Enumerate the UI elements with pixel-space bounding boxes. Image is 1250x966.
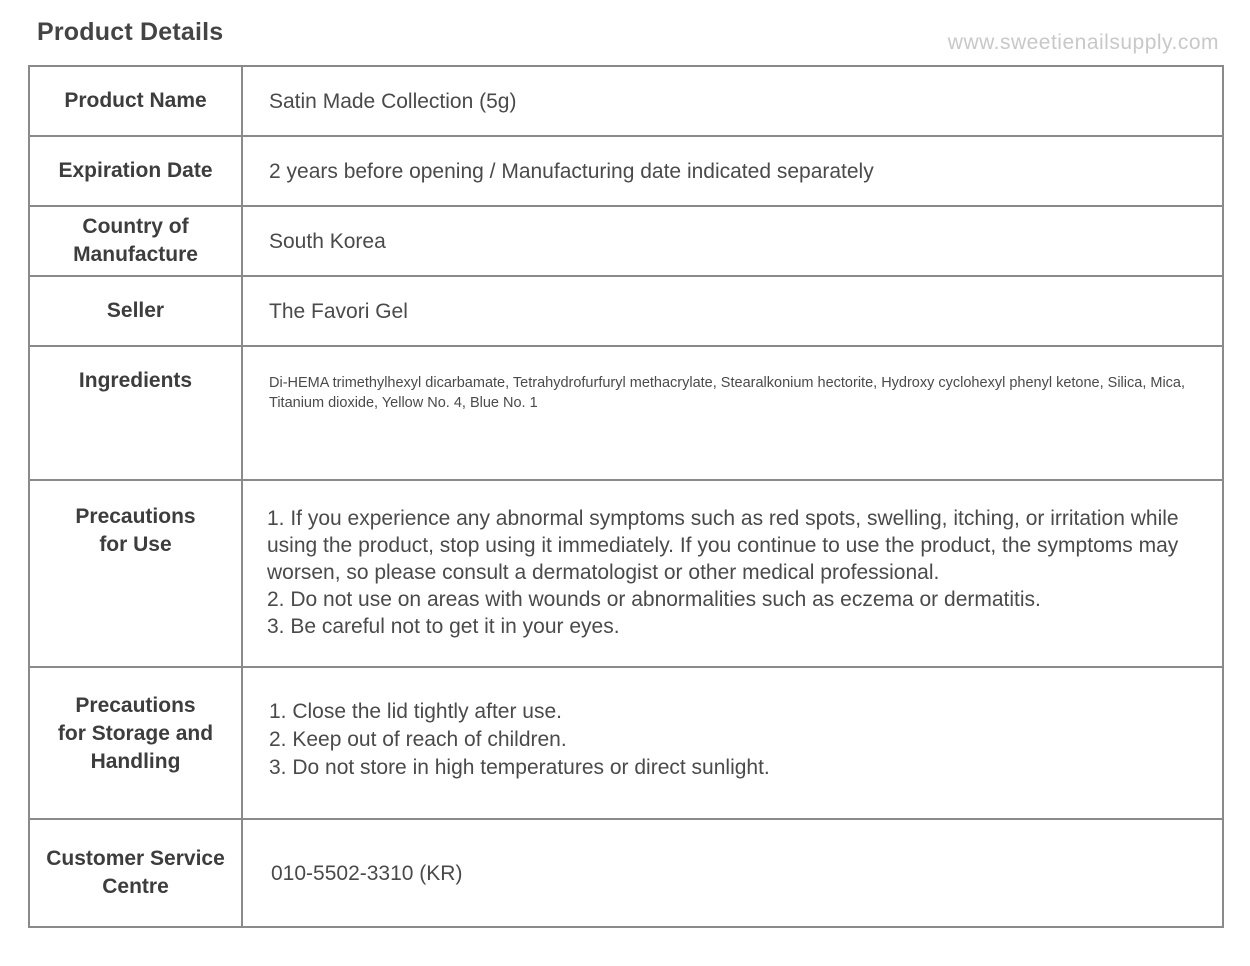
table-row-precautions-storage	[29, 667, 1223, 819]
table-row-expiration-date	[29, 136, 1223, 206]
row-label-text: Product Name	[64, 89, 207, 112]
row-label	[29, 136, 242, 206]
table-row-customer-service	[29, 819, 1223, 927]
row-label	[29, 819, 242, 927]
row-value	[242, 66, 1223, 136]
product-name-value: Satin Made Collection (5g)	[269, 89, 517, 113]
row-value	[242, 667, 1223, 819]
expiration-date-value: 2 years before opening / Manufacturing date indicated separately	[269, 159, 874, 183]
customer-service-value: 010-5502-3310 (KR)	[271, 861, 463, 885]
row-label	[29, 206, 242, 276]
row-value	[242, 276, 1223, 346]
website-url: www.sweetienailsupply.com	[947, 31, 1219, 54]
precautions-use-value: 1. If you experience any abnormal symptoms such as red spots, swelling, itching, or irritation while using the product, stop using it immediately. If you continue to use the product, the symptoms may worsen, so please consult a dermatologist or other medical professional. 2. Do not use on areas with wounds or abnormalities such as eczema or dermatitis. 3. Be careful not to get it in your eyes.	[267, 507, 1179, 638]
country-value: South Korea	[269, 229, 386, 253]
row-label-text: Seller	[106, 299, 165, 322]
row-label-text: Country of Manufacture	[73, 215, 198, 266]
ingredients-value: Di-HEMA trimethylhexyl dicarbamate, Tetrahydrofurfuryl methacrylate, Stearalkonium hectorite, Hydroxy cyclohexyl phenyl ketone, Silica, Mica, Titanium dioxide, Yellow No. 4, Blue No. 1	[269, 375, 1186, 411]
row-value	[242, 136, 1223, 206]
table-row-ingredients	[29, 346, 1223, 480]
precautions-storage-value: 1. Close the lid tightly after use. 2. Keep out of reach of children. 3. Do not store in high temperatures or direct sunlight.	[269, 700, 770, 779]
row-label	[29, 667, 242, 819]
row-label	[29, 346, 242, 480]
row-label-text: Expiration Date	[58, 159, 213, 182]
table-row-country	[29, 206, 1223, 276]
row-label	[29, 66, 242, 136]
table-row-seller	[29, 276, 1223, 346]
row-value	[242, 346, 1223, 480]
row-value	[242, 480, 1223, 667]
table-row-precautions-use	[29, 480, 1223, 667]
row-label-text: Precautions for Storage and Handling	[57, 694, 214, 773]
seller-value: The Favori Gel	[269, 299, 408, 323]
product-details-table	[28, 65, 1224, 928]
row-label	[29, 480, 242, 667]
row-value	[242, 206, 1223, 276]
row-value	[242, 819, 1223, 927]
table-row-product-name	[29, 66, 1223, 136]
row-label	[29, 276, 242, 346]
row-label-text: Ingredients	[78, 369, 193, 392]
page-title: Product Details	[37, 18, 224, 46]
row-label-text: Precautions for Use	[75, 505, 196, 556]
row-label-text: Customer Service Centre	[46, 847, 225, 898]
